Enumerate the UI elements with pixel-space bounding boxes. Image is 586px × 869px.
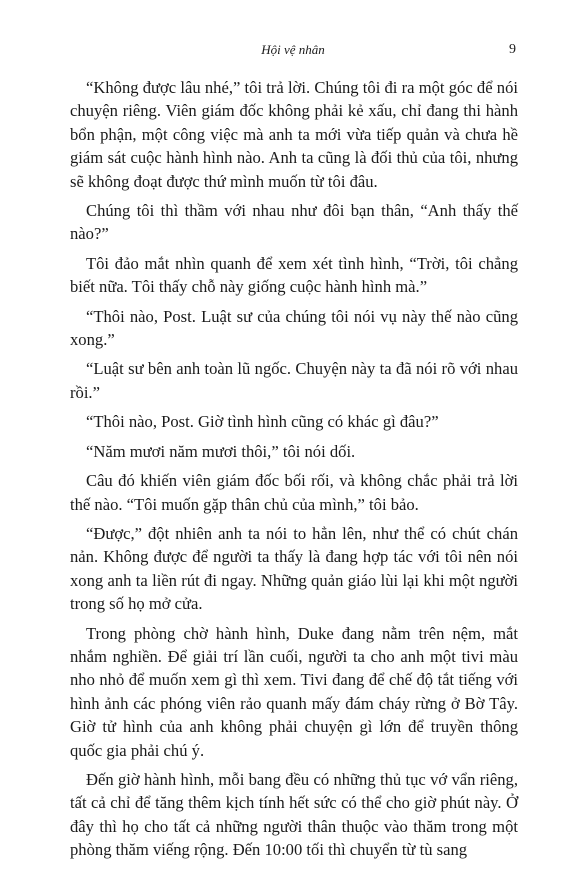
body-text (70, 76, 518, 868)
paragraph: “Thôi nào, Post. Luật sư của chúng tôi nói vụ này thế nào cũng xong.” (70, 306, 518, 350)
paragraph: Trong phòng chờ hành hình, Duke đang nằm trên nệm, mắt nhắm nghiền. Để giải trí lần cuối, người ta cho anh một tivi màu nho nhỏ để muốn xem gì thì xem. Tivi đang để chế độ tắt tiếng với hình ảnh các phóng viên rảo quanh mấy đám cháy rừng ở Bờ Tây. Giờ tử hình của anh không phải chuyện gì lớn để truyền thông quốc gia phải chú ý. (70, 623, 518, 760)
page-number: 9 (509, 42, 516, 57)
paragraph: Câu đó khiến viên giám đốc bối rối, và không chắc phải trả lời thế nào. “Tôi muốn gặp thân chủ của mình,” tôi bảo. (70, 471, 518, 514)
paragraph: “Luật sư bên anh toàn lũ ngốc. Chuyện này ta đã nói rõ với nhau rồi.” (70, 359, 518, 402)
paragraph: Tôi đảo mắt nhìn quanh để xem xét tình hình, “Trời, tôi chẳng biết nữa. Tôi thấy chỗ này giống cuộc hành hình mà.” (70, 253, 518, 297)
running-title: Hội vệ nhân (261, 42, 325, 57)
paragraph: “Thôi nào, Post. Giờ tình hình cũng có khác gì đâu?” (86, 412, 439, 432)
paragraph: “Không được lâu nhé,” tôi trả lời. Chúng tôi đi ra một góc để nói chuyện riêng. Viên giám đốc không phải kẻ xấu, chỉ đang thi hành bổn phận, một công việc mà anh ta mới vừa tiếp quản và chưa hề giám sát cuộc hành hình nào. Anh ta cũng là đối thủ của tôi, nhưng sẽ không đoạt được thứ mình muốn từ tôi đâu. (70, 78, 518, 191)
paragraph: “Được,” đột nhiên anh ta nói to hẳn lên, như thể có chút chán nản. Không được để người ta thấy là đang hợp tác với tôi nên nói xong anh ta liền rút đi ngay. Những quản giáo lùi lại khi một người trong số họ mở cửa. (70, 523, 518, 614)
paragraph: Đến giờ hành hình, mỗi bang đều có những thủ tục vớ vẩn riêng, tất cả chỉ để tăng thêm kịch tính hết sức có thể cho giờ phút này. Ở đây thì họ cho tất cả những người thân thuộc vào thăm trong một phòng thăm viếng rộng. Đến 10:00 tối thì chuyển từ tù sang (70, 769, 518, 860)
page-header (0, 42, 586, 62)
paragraph: “Năm mươi năm mươi thôi,” tôi nói dối. (86, 441, 356, 461)
paragraph: Chúng tôi thì thầm với nhau như đôi bạn thân, “Anh thấy thế nào?” (70, 201, 518, 244)
